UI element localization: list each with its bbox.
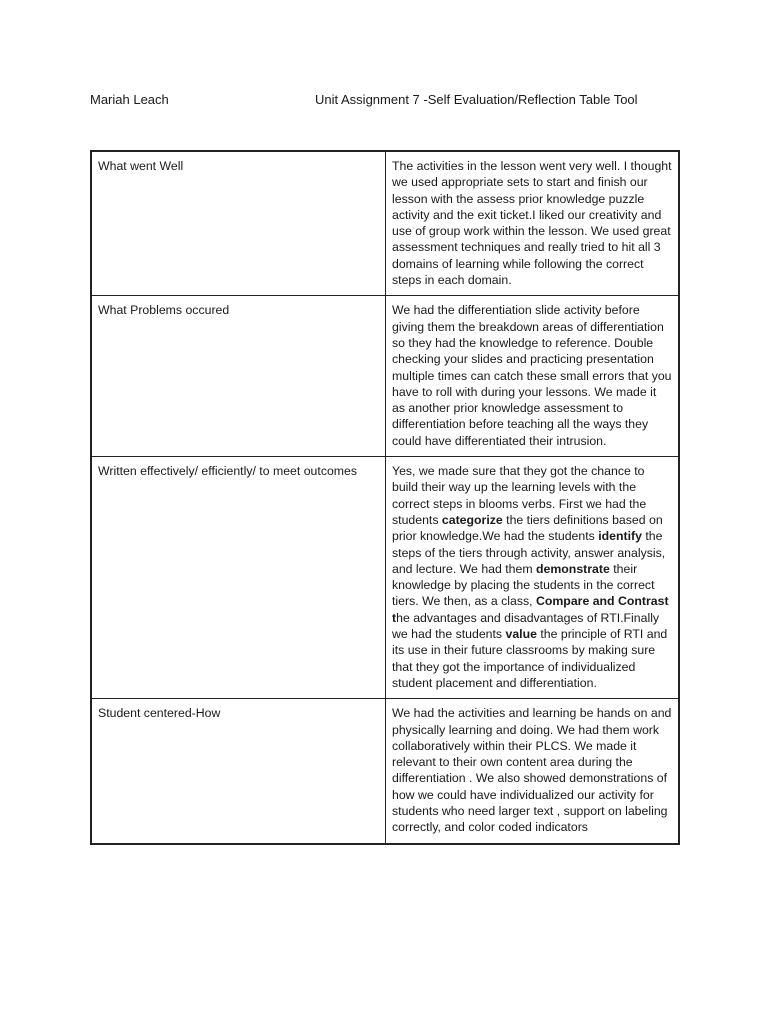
bold-verb: categorize <box>441 512 503 527</box>
text-segment: Yes, we made sure that they got the chance to build their way up the learning levels with the correct steps in blooms verbs. First we had the students <box>392 464 647 527</box>
table-row <box>91 296 679 457</box>
row-response <box>386 457 680 699</box>
bold-verb: value <box>505 627 537 642</box>
row-response: The activities in the lesson went very well. I thought we used appropriate sets to start and finish our lesson with the assess prior knowledge puzzle activity and the exit ticket.I liked our creativity and use of group work within the lesson. We used great assessment techniques and really tried to hit all 3 domains of learning while following the correct steps in each domain. <box>386 151 680 296</box>
author-name: Mariah Leach <box>90 92 169 107</box>
reflection-table <box>90 150 680 845</box>
row-response: We had the activities and learning be hands on and physically learning and doing. We had them work collaboratively within their PLCS. We made it relevant to their own content area during the differentiation . We also showed demonstrations of how we could have individualized our activity for students who need larger text , support on labeling correctly, and color coded indicators <box>386 699 680 844</box>
row-label: What went Well <box>91 151 386 296</box>
text-segment: their knowledge by placing the students in the correct tiers. We then, as a class, <box>392 561 655 609</box>
text-segment: the principle of RTI and its use in their future classrooms by making sure that they got the importance of individualized student placement and differentiation. <box>392 627 668 690</box>
text-segment: the tiers definitions based on prior knowledge.We had the students <box>392 512 663 544</box>
bold-verb: demonstrate <box>536 561 610 576</box>
row-label: What Problems occured <box>91 296 386 457</box>
table-row <box>91 699 679 844</box>
bold-verb: Compare and Contrast t <box>392 594 669 625</box>
table-row <box>91 151 679 296</box>
row-label: Student centered-How <box>91 699 386 844</box>
table-row <box>91 457 679 699</box>
text-segment: he advantages and disadvantages of RTI.Finally we had the students <box>392 610 660 642</box>
document-title: Unit Assignment 7 -Self Evaluation/Reflection Table Tool <box>315 92 638 107</box>
row-response: We had the differentiation slide activity before giving them the breakdown areas of differentiation so they had the knowledge to reference. Double checking your slides and practicing presentation multiple times can catch these small errors that you have to roll with during your lessons. We made it as another prior knowledge assessment to differentiation before teaching all the ways they could have differentiated their intrusion. <box>386 296 680 457</box>
bold-verb: identify <box>598 529 642 544</box>
row-label: Written effectively/ efficiently/ to meet outcomes <box>91 457 386 699</box>
text-segment: the steps of the tiers through activity, answer analysis, and lecture. We had them <box>392 529 666 576</box>
